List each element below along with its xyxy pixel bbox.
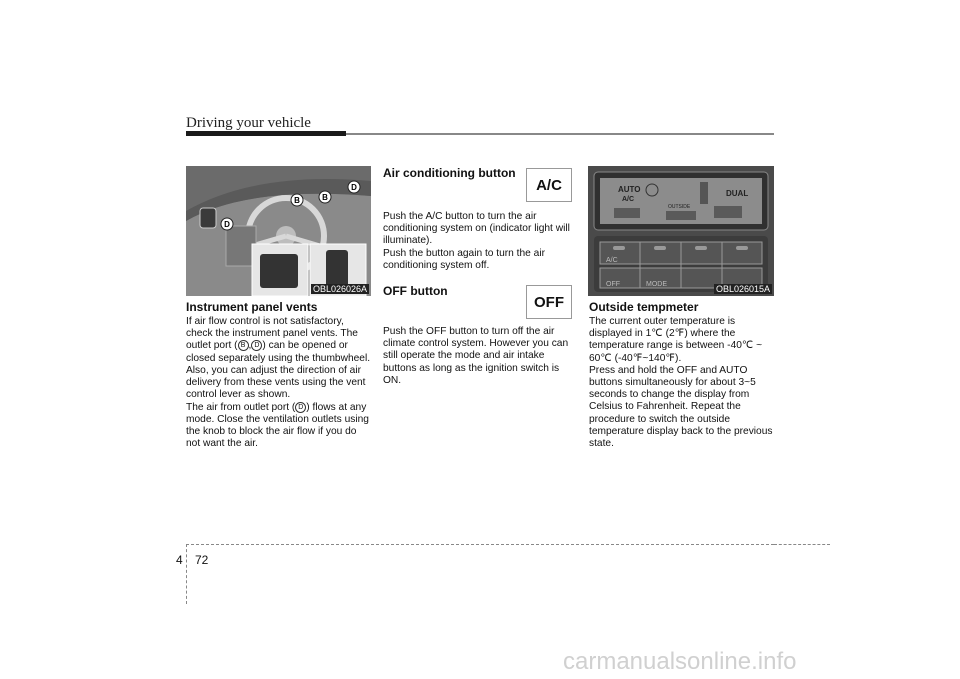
vents-paragraph-1 — [186, 316, 372, 365]
display-auto: AUTO — [618, 185, 641, 194]
off-heading: OFF button — [383, 284, 448, 298]
footer-divider — [186, 544, 187, 604]
tempmeter-paragraph-1: The current outer temperature is displayed in 1℃ (2℉) where the temperature range is between -40℃ ~ 60℃ (-40℉~140℉). — [589, 316, 763, 364]
outlet-b-mark: B — [238, 340, 249, 351]
vents-paragraph-3 — [186, 402, 372, 451]
off-paragraph-1: Push the OFF button to turn off the air climate control system. However you can still operate the mode and air intake buttons as long as the ignition switch is ON. — [383, 326, 569, 386]
callout-b-2: B — [322, 193, 328, 202]
watermark-text: carmanualsonline.info — [563, 648, 797, 675]
chapter-number: 4 — [176, 553, 183, 567]
ac-heading: Air conditioning button — [383, 166, 516, 180]
page-header-title: Driving your vehicle — [186, 115, 311, 131]
vents-heading: Instrument panel vents — [186, 300, 318, 314]
vents-p1-part-b: ) can be opened or closed separately using the thumbwheel. — [186, 340, 371, 364]
panel-figure-code: OBL026015A — [715, 284, 770, 294]
off-text — [383, 326, 573, 387]
callout-b-1: B — [294, 196, 300, 205]
vents-figure-code: OBL026026A — [312, 284, 367, 294]
off-button-icon: OFF — [526, 285, 572, 319]
footer-rule — [186, 544, 774, 545]
vents-p3-part-b: ) flows at any mode. Close the ventilation outlets using the knob to block the air flow if you do not want the air. — [186, 401, 369, 450]
outlet-d-mark: D — [251, 340, 262, 351]
vents-p1-separator: , — [248, 340, 252, 352]
ac-paragraph-1: Push the A/C button to turn the air conditioning system on (indicator light will illuminate). — [383, 211, 570, 247]
footer-rule-end — [774, 544, 830, 545]
climate-panel-figure — [588, 166, 774, 296]
vents-text — [186, 316, 372, 451]
display-outside: OUTSIDE — [668, 204, 691, 210]
tempmeter-heading: Outside tempmeter — [589, 300, 699, 314]
panel-btn-mode: MODE — [646, 281, 667, 288]
vents-p3-part-a: The air from outlet port ( — [186, 401, 296, 413]
ac-button-icon: A/C — [526, 168, 572, 202]
page-number: 72 — [195, 553, 209, 567]
display-ac: A/C — [622, 196, 635, 203]
vents-figure — [186, 166, 371, 296]
display-dual: DUAL — [726, 189, 749, 198]
tempmeter-text — [589, 316, 775, 450]
ac-paragraph-2: Push the button again to turn the air conditioning system off. — [383, 247, 545, 271]
dashboard-illustration — [186, 166, 371, 296]
vents-paragraph-2: Also, you can adjust the direction of air delivery from these vents using the vent control lever as shown. — [186, 365, 366, 401]
ac-text — [383, 211, 573, 272]
tempmeter-paragraph-2: Press and hold the OFF and AUTO buttons simultaneously for about 3~5 seconds to change the display from Celsius to Fahrenheit. Repeat the procedure to switch the outside temperature display back to the previous state. — [589, 364, 773, 450]
outlet-d-mark-2: D — [295, 402, 306, 413]
panel-btn-off: OFF — [606, 281, 620, 288]
climate-panel-illustration — [588, 166, 774, 296]
callout-d-left: D — [224, 220, 230, 229]
header-rule-accent — [186, 131, 346, 136]
vents-p1-part-a: If air flow control is not satisfactory, check the instrument panel vents. The outlet port ( — [186, 316, 358, 352]
callout-d-right: D — [351, 183, 357, 192]
panel-btn-ac: A/C — [606, 257, 618, 264]
